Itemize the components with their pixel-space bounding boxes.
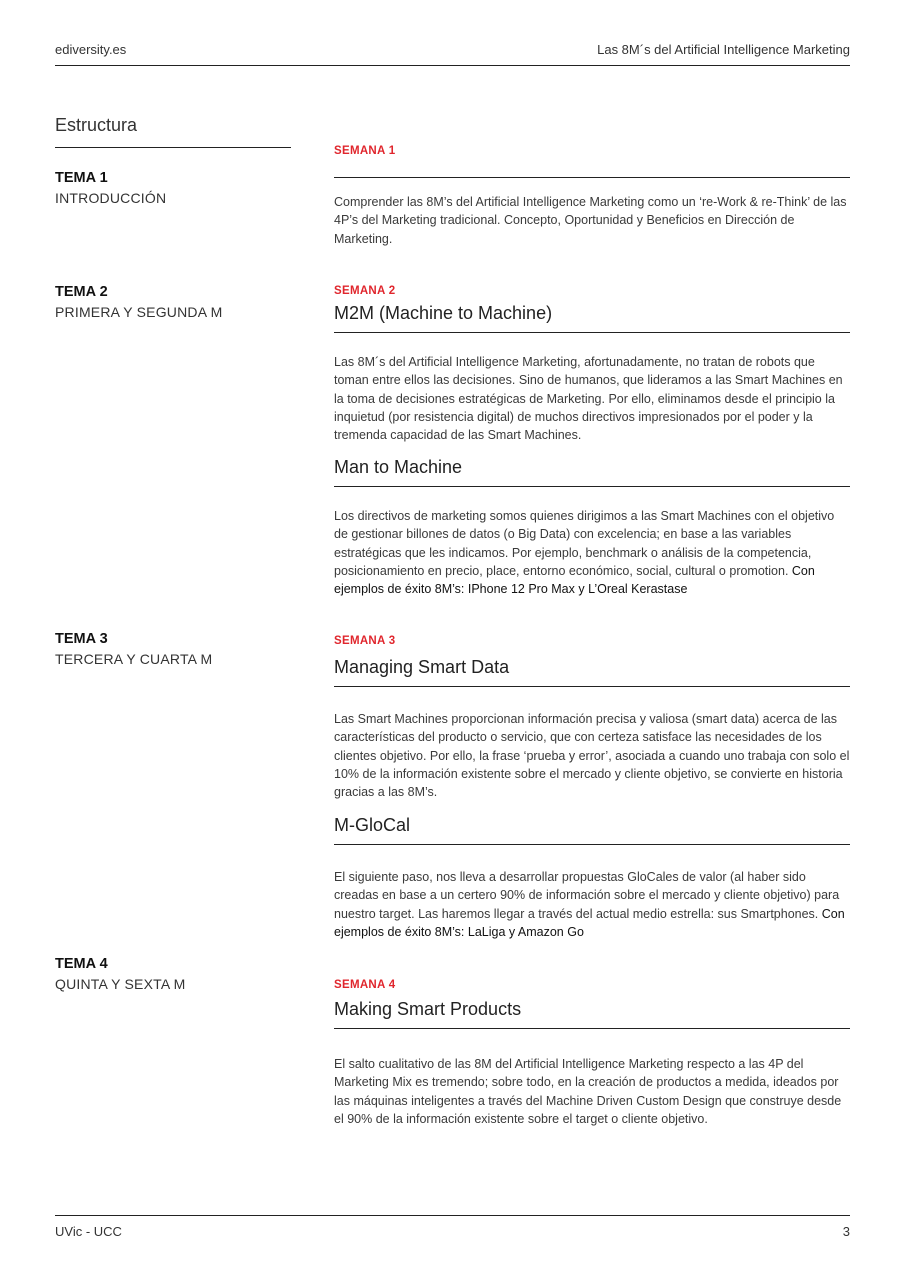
- tema-name: INTRODUCCIÓN: [55, 190, 167, 206]
- section-title-m-glocal: M-GloCal: [334, 815, 850, 845]
- section-text-m-glocal: [334, 868, 850, 941]
- page-number: 3: [842, 1224, 850, 1239]
- footer-institution: UVic - UCC: [55, 1224, 122, 1239]
- section-title-man-to-machine: Man to Machine: [334, 457, 850, 487]
- section-text-m2m: Las 8M´s del Artificial Intelligence Marketing, afortunadamente, no tratan de robots que toman entre ellos las decisiones. Sino de humanos, que lideramos a las Smart Machines en la toma de decisiones estratégicas de Marketing. Por ello, eliminamos desde el principio la inquietud (por resistencia digital) de muchos directivos impresionados por el poder y la tremenda capacidad de las Smart Machines.: [334, 355, 843, 443]
- semana-3-label: SEMANA 3: [334, 635, 396, 647]
- section-title-managing-smart-data: Managing Smart Data: [334, 657, 850, 687]
- section-text-managing-smart-data: Las Smart Machines proporcionan información precisa y valiosa (smart data) acerca de las características del producto o servicio, que con certeza satisface las necesidades de los clientes objetivo. Por ello, la frase ‘prueba y error’, asociada a cuando uno trabaja con solo el 10% de la información existente sobre el mercado y cliente objetivo, se convierte en historia gracias a las 8M’s.: [334, 712, 850, 800]
- tema-name: QUINTA Y SEXTA M: [55, 976, 186, 992]
- structure-heading: Estructura: [55, 115, 291, 148]
- tema-name: TERCERA Y CUARTA M: [55, 651, 213, 667]
- section-text-man-to-machine: [334, 507, 850, 598]
- divider: [334, 177, 850, 178]
- page-footer: [55, 1215, 850, 1239]
- semana-4-label: SEMANA 4: [334, 979, 396, 991]
- semana-1-label: SEMANA 1: [334, 145, 396, 157]
- tema-number: TEMA 4: [55, 956, 108, 972]
- tema-2: [55, 284, 305, 320]
- tema-number: TEMA 1: [55, 170, 108, 186]
- header-title: Las 8M´s del Artificial Intelligence Marketing: [597, 42, 850, 57]
- tema-name: PRIMERA Y SEGUNDA M: [55, 304, 223, 320]
- header-site: ediversity.es: [55, 42, 127, 57]
- semana-2-label: SEMANA 2: [334, 285, 396, 297]
- success-examples: Con ejemplos de éxito 8M’s: LaLiga y Amazon Go: [334, 906, 845, 939]
- paragraph-body: El siguiente paso, nos lleva a desarrollar propuestas GloCales de valor (al haber sido creadas en base a un certero 90% de información sobre el mercado y cliente objetivo) para nuestro target. Las haremos llegar a través del actual medio estrella: sus Smartphones.: [334, 870, 840, 921]
- tema-4: [55, 956, 305, 992]
- tema-1: [55, 170, 305, 206]
- tema-number: TEMA 3: [55, 631, 108, 647]
- section-title-making-smart-products: Making Smart Products: [334, 999, 850, 1029]
- section-text-making-smart-products: El salto cualitativo de las 8M del Artificial Intelligence Marketing respecto a las 4P del Marketing Mix es tremendo; sobre todo, en la creación de productos a medida, ideados por las máquinas inteligentes a través del Machine Driven Custom Design que construye desde el 90% de la información existente sobre el target o cliente objetivo.: [334, 1057, 842, 1126]
- tema-3: [55, 631, 305, 667]
- success-examples: Con ejemplos de éxito 8M’s: IPhone 12 Pro Max y L’Oreal Kerastase: [334, 563, 815, 597]
- paragraph-body: Los directivos de marketing somos quienes dirigimos a las Smart Machines con el objetivo de gestionar billones de datos (o Big Data) con excelencia; en base a las variables estratégicas que les indicamos. Por ejemplo, benchmark o análisis de la competencia, posicionamiento en precio, place, entorno económico, social, cultural o promotion.: [334, 509, 835, 578]
- section-title-m2m: M2M (Machine to Machine): [334, 303, 850, 333]
- page-header: [55, 42, 850, 66]
- tema-number: TEMA 2: [55, 284, 108, 300]
- semana-1-text: Comprender las 8M’s del Artificial Intelligence Marketing como un ‘re-Work & re-Think’ de las 4P’s del Marketing tradicional. Concepto, Oportunidad y Beneficios en Dirección de Marketing.: [334, 195, 847, 246]
